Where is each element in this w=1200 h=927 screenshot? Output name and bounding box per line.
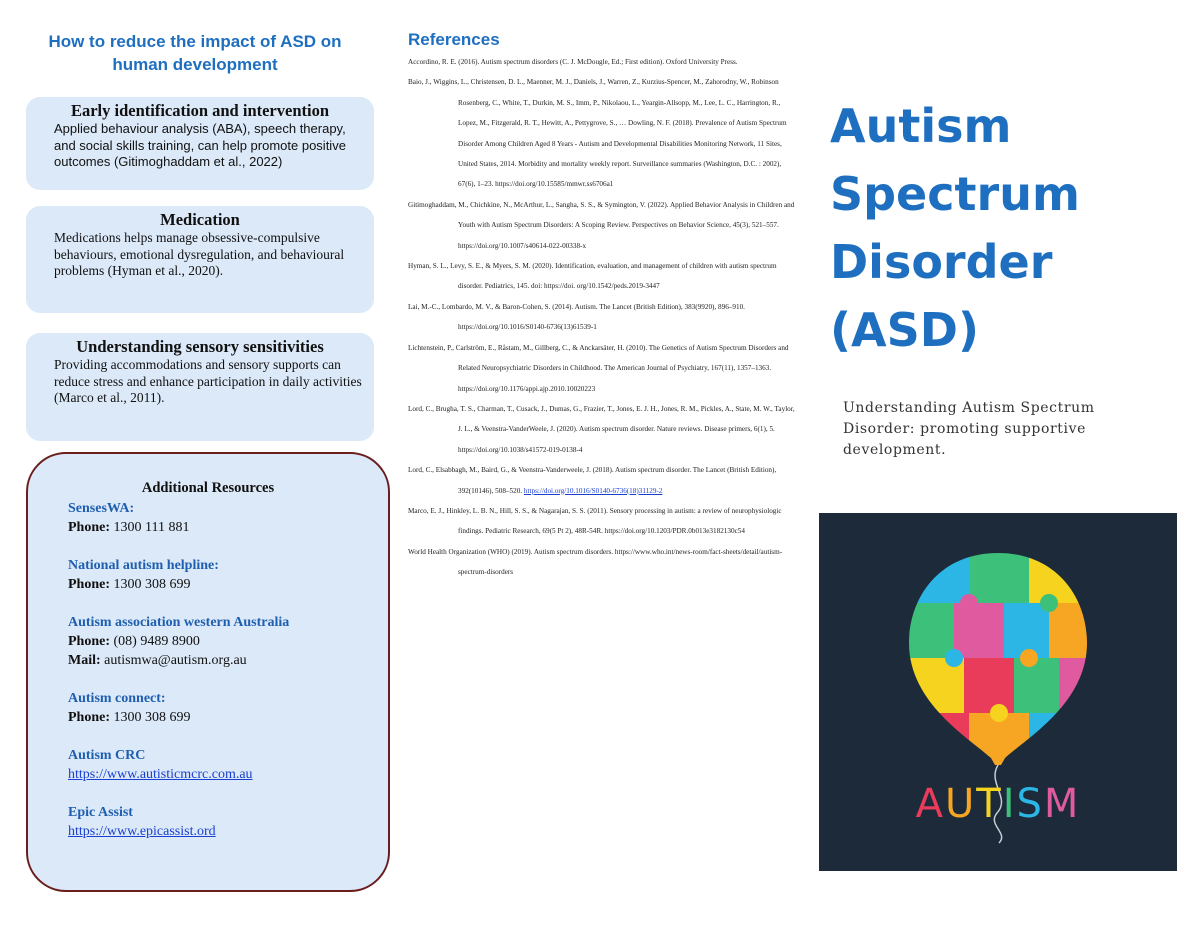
- resources-heading: Additional Resources: [141, 480, 275, 496]
- resource-epic-assist: [68, 803, 378, 841]
- section-heading: Understanding sensory sensitivities: [76, 337, 324, 356]
- resource-autism-wa: [68, 613, 378, 670]
- reference-item: Hyman, S. L., Levy, S. E., & Myers, S. M. (2020). Identification, evaluation, and management of children with autism spectrum disorder. Pediatrics, 145. doi: https://doi. org/10.1542/peds.2019-3447: [408, 262, 777, 291]
- section-text: Medications helps manage obsessive-compulsive behaviours, emotional dysregulation, and behavioural problems (Hyman et al., 2020).: [54, 230, 345, 278]
- autism-letter: T: [976, 781, 1003, 827]
- reference-item: Baio, J., Wiggins, L., Christensen, D. L., Maenner, M. J., Daniels, J., Warren, Z., Kurzius-Spencer, M., Zahorodny, W., Robinson Rosenberg, C., White, T., Durkin, M. S., Imm, P., Nikolaou, L., Yeargin-Allsopp, M., Lee, L. C., Harrington, R., Lopez, M., Fitzgerald, R. T., Hewitt, A., Pettygrove, S., … Dowling, N. F. (2018). Prevalence of Autism Spectrum Disorder Among Children Aged 8 Years - Autism and Developmental Disabilities Monitoring Network, 11 Sites, United States, 2014. Morbidity and mortality weekly report. Surveillance summaries (Washington, D.C. : 2002), 67(6), 1–23. https://doi.org/10.15585/mmwr.ss6706a1: [408, 78, 787, 189]
- autism-letter: S: [1016, 781, 1044, 827]
- section-medication: [26, 206, 374, 313]
- resource-national-helpline: [68, 556, 378, 594]
- phone-number: 1300 308 699: [113, 710, 191, 725]
- autism-letter: I: [1002, 781, 1017, 827]
- reference-item: Lord, C., Brugha, T. S., Charman, T., Cusack, J., Dumas, G., Frazier, T., Jones, E. J. H., Jones, R. M., Pickles, A., State, M. W., Taylor, J. L., & Veenstra-VanderWeele, J. (2020). Autism spectrum disorder. Nature reviews. Disease primers, 6(1), 5. https://doi.org/10.1038/s41572-019-0138-4: [408, 404, 795, 454]
- epic-assist-link[interactable]: https://www.epicassist.ord: [68, 824, 216, 839]
- reference-item: Accordino, R. E. (2016). Autism spectrum disorders (C. J. McDougle, Ed.; First edition). Oxford University Press.: [408, 58, 738, 66]
- resource-autism-connect: [68, 689, 378, 727]
- resource-autism-crc: [68, 746, 378, 784]
- phone-label: Phone:: [68, 577, 110, 592]
- additional-resources-box: [26, 452, 390, 892]
- cover-title-line: (ASD): [830, 303, 979, 357]
- autism-letter: A: [915, 781, 945, 827]
- resource-name: Autism CRC: [68, 748, 146, 763]
- reference-item: Marco, E. J., Hinkley, L. B. N., Hill, S. S., & Nagarajan, S. S. (2011). Sensory processing in autism: a review of neurophysiologic findings. Pediatric Research, 69(5 Pt 2), 48R-54R. https://doi.org/10.1203/PDR.0b013e3182130c54: [408, 506, 782, 536]
- phone-label: Phone:: [68, 520, 110, 535]
- section-text: Applied behaviour analysis (ABA), speech therapy, and social skills training, can help promote positive outcomes (Gitimoghaddam et al., 2022): [54, 121, 346, 169]
- reference-item: Lai, M.-C., Lombardo, M. V., & Baron-Cohen, S. (2014). Autism. The Lancet (British Edition), 383(9920), 896–910. https://doi.org/10.1016/S0140-6736(13)61539-1: [408, 302, 745, 332]
- section-heading: Early identification and intervention: [70, 101, 330, 120]
- cover-title: [830, 92, 1190, 364]
- autism-balloon-image: [819, 513, 1177, 871]
- section-early-identification: [26, 97, 374, 190]
- mail-label: Mail:: [68, 653, 101, 668]
- phone-number: 1300 111 881: [113, 520, 190, 535]
- reference-item: [408, 460, 798, 501]
- cover-title-line: Disorder: [830, 235, 1053, 289]
- reference-link[interactable]: https://doi.org/10.1016/S0140-6736(18)31129-2: [523, 486, 663, 495]
- reference-text: Lord, C., Elsabbagh, M., Baird, G., & Veenstra-Vanderweele, J. (2018). Autism spectrum disorder. The Lancet (British Edition), 392(10146), 508–520.: [408, 466, 777, 495]
- cover-title-line: Spectrum: [830, 167, 1080, 221]
- autism-letter: U: [944, 781, 977, 827]
- phone-label: Phone:: [68, 710, 110, 725]
- references-list: [408, 52, 798, 583]
- phone-number: 1300 308 699: [113, 577, 191, 592]
- reference-item: Gitimoghaddam, M., Chichkine, N., McArthur, L., Sangha, S. S., & Symington, V. (2022). Applied Behavior Analysis in Children and Youth with Autism Spectrum Disorders: A Scoping Review. Perspectives on Behavior Science, 45(3), 521–557. https://doi.org/10.1007/s40614-022-00338-x: [408, 200, 795, 250]
- resource-name: Autism association western Australia: [68, 615, 290, 630]
- resource-name: SensesWA:: [68, 501, 135, 516]
- references-title: References: [408, 30, 500, 49]
- resource-name: National autism helpline:: [68, 558, 219, 573]
- section-heading: Medication: [160, 210, 240, 229]
- mail-address: autismwa@autism.org.au: [104, 653, 247, 668]
- section-text: Providing accommodations and sensory supports can reduce stress and enhance participation in daily activities (Marco et al., 2011).: [54, 357, 362, 405]
- cover-subtitle: Understanding Autism Spectrum Disorder: promoting supportive development.: [843, 400, 1095, 458]
- reference-item: World Health Organization (WHO) (2019). Autism spectrum disorders. https://www.who.int/news-room/fact-sheets/detail/autism-spectrum-disorders: [408, 547, 783, 577]
- phone-label: Phone:: [68, 634, 110, 649]
- reference-item: Lichtenstein, P., Carlström, E., Råstam, M., Gillberg, C., & Anckarsäter, H. (2010). The Genetics of Autism Spectrum Disorders and Related Neuropsychiatric Disorders in Childhood. The American Journal of Psychiatry, 167(11), 1357–1363. https://doi.org/10.1176/appi.ajp.2010.10020223: [408, 343, 789, 393]
- resource-name: Autism connect:: [68, 691, 166, 706]
- autism-crc-link[interactable]: https://www.autisticmcrc.com.au: [68, 767, 253, 782]
- autism-letter: M: [1043, 781, 1081, 827]
- resource-name: Epic Assist: [68, 805, 133, 820]
- resource-senseswa: [68, 499, 378, 537]
- autism-word: [819, 781, 1177, 827]
- impact-title: How to reduce the impact of ASD on human development: [48, 32, 342, 74]
- cover-title-line: Autism: [830, 99, 1012, 153]
- phone-number: (08) 9489 8900: [113, 634, 200, 649]
- section-sensory: [26, 333, 374, 441]
